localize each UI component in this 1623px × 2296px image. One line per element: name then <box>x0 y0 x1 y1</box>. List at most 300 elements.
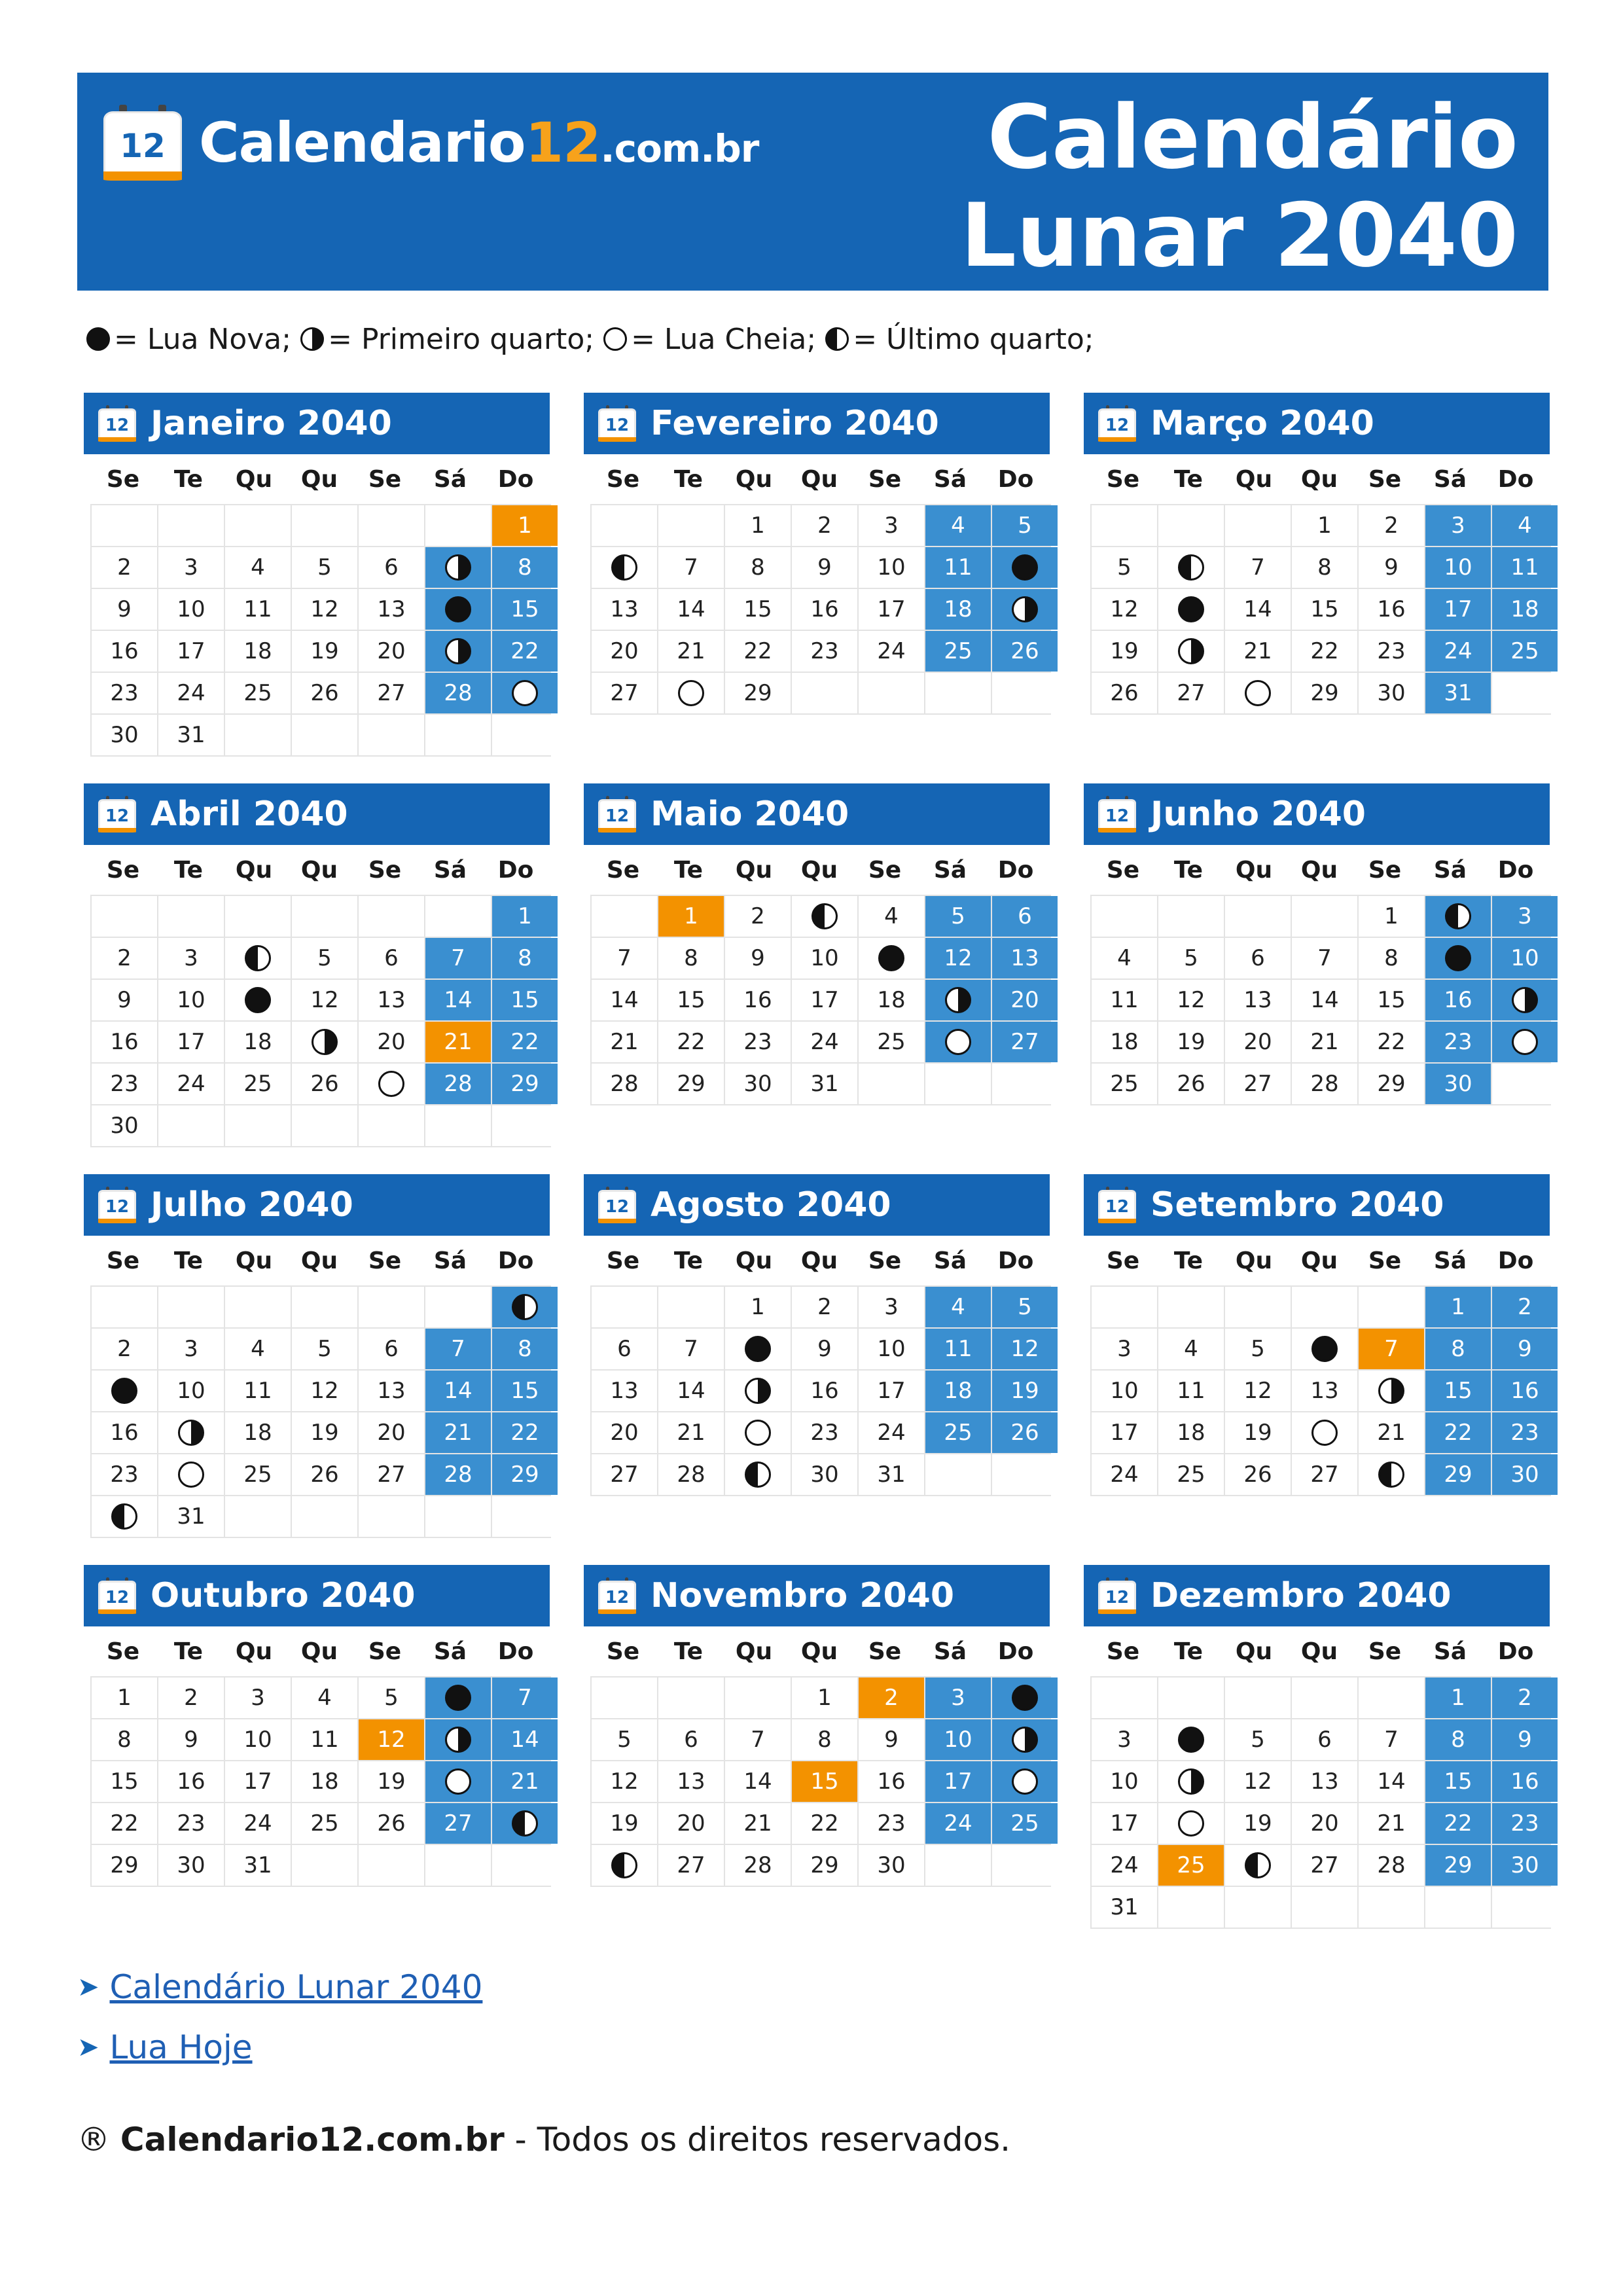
day-cell[interactable]: 14 <box>425 980 491 1020</box>
day-cell[interactable]: 27 <box>658 1845 724 1886</box>
day-cell[interactable]: 2 <box>92 938 157 978</box>
day-cell[interactable]: 22 <box>792 1803 857 1844</box>
day-cell[interactable]: 1 <box>492 896 558 937</box>
day-cell[interactable]: 10 <box>1425 547 1491 588</box>
day-cell[interactable] <box>725 1371 791 1411</box>
day-cell[interactable]: 10 <box>1092 1761 1157 1802</box>
day-cell[interactable]: 3 <box>158 938 224 978</box>
day-cell[interactable]: 7 <box>658 547 724 588</box>
day-cell[interactable]: 2 <box>725 896 791 937</box>
day-cell[interactable] <box>1158 1719 1224 1760</box>
day-cell[interactable]: 21 <box>592 1022 657 1062</box>
day-cell[interactable]: 26 <box>292 1064 357 1104</box>
day-cell[interactable] <box>1359 1454 1424 1495</box>
day-cell[interactable]: 23 <box>792 1412 857 1453</box>
day-cell[interactable]: 18 <box>225 631 291 672</box>
day-cell[interactable]: 10 <box>158 1371 224 1411</box>
day-cell[interactable]: 8 <box>492 938 558 978</box>
day-cell[interactable]: 19 <box>292 1412 357 1453</box>
day-cell[interactable]: 8 <box>92 1719 157 1760</box>
day-cell[interactable]: 5 <box>1225 1329 1291 1369</box>
day-cell[interactable]: 13 <box>658 1761 724 1802</box>
day-cell[interactable]: 4 <box>292 1677 357 1718</box>
day-cell[interactable]: 9 <box>792 547 857 588</box>
day-cell[interactable]: 1 <box>1359 896 1424 937</box>
day-cell[interactable]: 24 <box>859 1412 924 1453</box>
day-cell[interactable] <box>425 631 491 672</box>
day-cell[interactable]: 10 <box>1492 938 1558 978</box>
day-cell[interactable] <box>1158 631 1224 672</box>
day-cell[interactable]: 1 <box>1425 1677 1491 1718</box>
day-cell[interactable]: 16 <box>92 631 157 672</box>
day-cell[interactable]: 27 <box>425 1803 491 1844</box>
day-cell[interactable] <box>1425 896 1491 937</box>
day-cell[interactable]: 29 <box>1425 1454 1491 1495</box>
day-cell[interactable]: 16 <box>158 1761 224 1802</box>
day-cell[interactable]: 24 <box>925 1803 991 1844</box>
day-cell[interactable]: 31 <box>225 1845 291 1886</box>
day-cell[interactable]: 21 <box>1292 1022 1357 1062</box>
day-cell[interactable]: 12 <box>292 589 357 630</box>
day-cell[interactable]: 7 <box>592 938 657 978</box>
day-cell[interactable]: 21 <box>425 1412 491 1453</box>
day-cell[interactable]: 7 <box>1359 1329 1424 1369</box>
day-cell[interactable]: 27 <box>592 1454 657 1495</box>
day-cell[interactable]: 26 <box>992 631 1058 672</box>
day-cell[interactable]: 9 <box>92 589 157 630</box>
day-cell[interactable]: 7 <box>1359 1719 1424 1760</box>
day-cell[interactable]: 17 <box>792 980 857 1020</box>
day-cell[interactable] <box>225 980 291 1020</box>
day-cell[interactable]: 23 <box>859 1803 924 1844</box>
day-cell[interactable]: 14 <box>425 1371 491 1411</box>
day-cell[interactable]: 13 <box>592 589 657 630</box>
day-cell[interactable]: 16 <box>92 1412 157 1453</box>
day-cell[interactable] <box>158 1412 224 1453</box>
day-cell[interactable]: 8 <box>1425 1329 1491 1369</box>
day-cell[interactable]: 4 <box>1092 938 1157 978</box>
day-cell[interactable]: 23 <box>1359 631 1424 672</box>
day-cell[interactable]: 15 <box>492 1371 558 1411</box>
day-cell[interactable]: 10 <box>1092 1371 1157 1411</box>
day-cell[interactable]: 14 <box>592 980 657 1020</box>
day-cell[interactable]: 24 <box>1092 1845 1157 1886</box>
day-cell[interactable]: 14 <box>1225 589 1291 630</box>
day-cell[interactable]: 18 <box>859 980 924 1020</box>
day-cell[interactable]: 26 <box>992 1412 1058 1453</box>
day-cell[interactable] <box>92 1496 157 1537</box>
day-cell[interactable]: 16 <box>1425 980 1491 1020</box>
day-cell[interactable]: 28 <box>1292 1064 1357 1104</box>
day-cell[interactable]: 17 <box>158 1022 224 1062</box>
day-cell[interactable]: 12 <box>1225 1761 1291 1802</box>
day-cell[interactable]: 3 <box>859 505 924 546</box>
day-cell[interactable]: 15 <box>725 589 791 630</box>
day-cell[interactable]: 28 <box>1359 1845 1424 1886</box>
day-cell[interactable]: 25 <box>225 1064 291 1104</box>
day-cell[interactable] <box>592 1845 657 1886</box>
day-cell[interactable]: 31 <box>1425 673 1491 713</box>
day-cell[interactable]: 24 <box>158 673 224 713</box>
day-cell[interactable] <box>1292 1329 1357 1369</box>
day-cell[interactable]: 15 <box>1359 980 1424 1020</box>
day-cell[interactable]: 23 <box>92 1454 157 1495</box>
day-cell[interactable]: 19 <box>1225 1803 1291 1844</box>
day-cell[interactable] <box>725 1454 791 1495</box>
day-cell[interactable]: 20 <box>658 1803 724 1844</box>
day-cell[interactable]: 4 <box>225 1329 291 1369</box>
day-cell[interactable]: 9 <box>859 1719 924 1760</box>
day-cell[interactable] <box>1158 589 1224 630</box>
day-cell[interactable]: 28 <box>592 1064 657 1104</box>
day-cell[interactable]: 29 <box>1292 673 1357 713</box>
day-cell[interactable]: 29 <box>492 1064 558 1104</box>
day-cell[interactable] <box>425 547 491 588</box>
day-cell[interactable]: 13 <box>992 938 1058 978</box>
day-cell[interactable]: 20 <box>359 1412 424 1453</box>
day-cell[interactable]: 19 <box>1158 1022 1224 1062</box>
day-cell[interactable] <box>925 980 991 1020</box>
day-cell[interactable]: 11 <box>925 547 991 588</box>
day-cell[interactable]: 24 <box>158 1064 224 1104</box>
day-cell[interactable]: 29 <box>658 1064 724 1104</box>
day-cell[interactable] <box>1492 1022 1558 1062</box>
day-cell[interactable]: 3 <box>225 1677 291 1718</box>
day-cell[interactable]: 22 <box>492 631 558 672</box>
day-cell[interactable]: 22 <box>725 631 791 672</box>
day-cell[interactable]: 1 <box>725 505 791 546</box>
day-cell[interactable]: 16 <box>725 980 791 1020</box>
day-cell[interactable]: 27 <box>1292 1845 1357 1886</box>
day-cell[interactable]: 30 <box>158 1845 224 1886</box>
day-cell[interactable]: 20 <box>359 1022 424 1062</box>
day-cell[interactable]: 11 <box>1492 547 1558 588</box>
day-cell[interactable]: 24 <box>792 1022 857 1062</box>
day-cell[interactable]: 6 <box>592 1329 657 1369</box>
day-cell[interactable]: 27 <box>1225 1064 1291 1104</box>
day-cell[interactable]: 17 <box>859 1371 924 1411</box>
day-cell[interactable] <box>1158 1761 1224 1802</box>
site-logo[interactable] <box>103 107 758 179</box>
day-cell[interactable] <box>658 673 724 713</box>
day-cell[interactable]: 10 <box>158 589 224 630</box>
day-cell[interactable]: 1 <box>792 1677 857 1718</box>
day-cell[interactable]: 2 <box>792 505 857 546</box>
day-cell[interactable]: 18 <box>225 1412 291 1453</box>
day-cell[interactable]: 16 <box>1492 1371 1558 1411</box>
day-cell[interactable]: 1 <box>658 896 724 937</box>
day-cell[interactable]: 12 <box>1158 980 1224 1020</box>
day-cell[interactable]: 19 <box>292 631 357 672</box>
day-cell[interactable]: 25 <box>1158 1845 1224 1886</box>
day-cell[interactable]: 12 <box>292 1371 357 1411</box>
day-cell[interactable] <box>492 673 558 713</box>
day-cell[interactable]: 31 <box>1092 1887 1157 1928</box>
day-cell[interactable]: 15 <box>792 1761 857 1802</box>
day-cell[interactable]: 22 <box>492 1412 558 1453</box>
day-cell[interactable]: 21 <box>725 1803 791 1844</box>
day-cell[interactable]: 11 <box>1158 1371 1224 1411</box>
day-cell[interactable]: 30 <box>859 1845 924 1886</box>
day-cell[interactable]: 1 <box>725 1287 791 1327</box>
day-cell[interactable] <box>992 1761 1058 1802</box>
day-cell[interactable]: 21 <box>1359 1412 1424 1453</box>
day-cell[interactable] <box>725 1329 791 1369</box>
day-cell[interactable]: 2 <box>792 1287 857 1327</box>
day-cell[interactable]: 22 <box>1425 1412 1491 1453</box>
day-cell[interactable]: 5 <box>292 938 357 978</box>
day-cell[interactable]: 13 <box>592 1371 657 1411</box>
day-cell[interactable]: 22 <box>1292 631 1357 672</box>
day-cell[interactable]: 25 <box>292 1803 357 1844</box>
day-cell[interactable]: 10 <box>158 980 224 1020</box>
day-cell[interactable]: 12 <box>292 980 357 1020</box>
day-cell[interactable] <box>592 547 657 588</box>
day-cell[interactable]: 12 <box>925 938 991 978</box>
day-cell[interactable]: 23 <box>792 631 857 672</box>
day-cell[interactable]: 4 <box>859 896 924 937</box>
day-cell[interactable]: 8 <box>492 547 558 588</box>
day-cell[interactable]: 20 <box>1225 1022 1291 1062</box>
day-cell[interactable] <box>425 1761 491 1802</box>
day-cell[interactable]: 2 <box>1492 1677 1558 1718</box>
day-cell[interactable]: 24 <box>1425 631 1491 672</box>
day-cell[interactable] <box>992 1719 1058 1760</box>
day-cell[interactable]: 23 <box>725 1022 791 1062</box>
day-cell[interactable]: 18 <box>925 589 991 630</box>
day-cell[interactable]: 23 <box>1425 1022 1491 1062</box>
day-cell[interactable]: 25 <box>925 631 991 672</box>
day-cell[interactable]: 18 <box>225 1022 291 1062</box>
day-cell[interactable]: 23 <box>92 673 157 713</box>
day-cell[interactable]: 12 <box>1092 589 1157 630</box>
day-cell[interactable]: 30 <box>1492 1454 1558 1495</box>
day-cell[interactable]: 24 <box>1092 1454 1157 1495</box>
day-cell[interactable]: 30 <box>92 715 157 755</box>
day-cell[interactable]: 25 <box>1092 1064 1157 1104</box>
day-cell[interactable]: 17 <box>1092 1412 1157 1453</box>
day-cell[interactable] <box>425 1677 491 1718</box>
day-cell[interactable] <box>1158 1803 1224 1844</box>
day-cell[interactable]: 13 <box>359 589 424 630</box>
day-cell[interactable]: 25 <box>1492 631 1558 672</box>
day-cell[interactable]: 2 <box>1492 1287 1558 1327</box>
day-cell[interactable]: 8 <box>492 1329 558 1369</box>
link-moon-today[interactable]: Lua Hoje <box>109 2028 253 2066</box>
day-cell[interactable]: 17 <box>225 1761 291 1802</box>
day-cell[interactable]: 12 <box>1225 1371 1291 1411</box>
day-cell[interactable]: 15 <box>1425 1371 1491 1411</box>
day-cell[interactable]: 19 <box>359 1761 424 1802</box>
day-cell[interactable]: 30 <box>792 1454 857 1495</box>
day-cell[interactable]: 8 <box>792 1719 857 1760</box>
day-cell[interactable]: 30 <box>1425 1064 1491 1104</box>
day-cell[interactable] <box>92 1371 157 1411</box>
day-cell[interactable]: 20 <box>592 631 657 672</box>
day-cell[interactable]: 6 <box>359 938 424 978</box>
day-cell[interactable]: 29 <box>1425 1845 1491 1886</box>
day-cell[interactable]: 8 <box>1292 547 1357 588</box>
day-cell[interactable]: 21 <box>658 631 724 672</box>
day-cell[interactable]: 6 <box>1225 938 1291 978</box>
day-cell[interactable]: 26 <box>1225 1454 1291 1495</box>
day-cell[interactable]: 6 <box>992 896 1058 937</box>
day-cell[interactable]: 25 <box>1158 1454 1224 1495</box>
day-cell[interactable]: 18 <box>1492 589 1558 630</box>
day-cell[interactable] <box>725 1412 791 1453</box>
day-cell[interactable]: 14 <box>1359 1761 1424 1802</box>
day-cell[interactable]: 31 <box>158 715 224 755</box>
day-cell[interactable] <box>292 1022 357 1062</box>
day-cell[interactable] <box>158 1454 224 1495</box>
day-cell[interactable]: 12 <box>359 1719 424 1760</box>
day-cell[interactable]: 7 <box>425 1329 491 1369</box>
day-cell[interactable]: 11 <box>225 1371 291 1411</box>
day-cell[interactable]: 19 <box>592 1803 657 1844</box>
day-cell[interactable]: 1 <box>492 505 558 546</box>
day-cell[interactable]: 17 <box>158 631 224 672</box>
day-cell[interactable]: 15 <box>492 589 558 630</box>
day-cell[interactable]: 30 <box>725 1064 791 1104</box>
day-cell[interactable] <box>1158 547 1224 588</box>
day-cell[interactable]: 1 <box>1292 505 1357 546</box>
day-cell[interactable]: 9 <box>725 938 791 978</box>
day-cell[interactable]: 5 <box>925 896 991 937</box>
day-cell[interactable]: 3 <box>1425 505 1491 546</box>
day-cell[interactable]: 26 <box>292 1454 357 1495</box>
day-cell[interactable]: 9 <box>92 980 157 1020</box>
day-cell[interactable]: 31 <box>158 1496 224 1537</box>
day-cell[interactable]: 15 <box>1425 1761 1491 1802</box>
day-cell[interactable]: 13 <box>1292 1761 1357 1802</box>
day-cell[interactable]: 4 <box>225 547 291 588</box>
day-cell[interactable]: 18 <box>925 1371 991 1411</box>
day-cell[interactable] <box>925 1022 991 1062</box>
day-cell[interactable]: 20 <box>992 980 1058 1020</box>
day-cell[interactable]: 23 <box>1492 1803 1558 1844</box>
day-cell[interactable]: 25 <box>925 1412 991 1453</box>
day-cell[interactable] <box>1492 980 1558 1020</box>
day-cell[interactable] <box>859 938 924 978</box>
day-cell[interactable]: 22 <box>1359 1022 1424 1062</box>
day-cell[interactable]: 10 <box>859 1329 924 1369</box>
day-cell[interactable]: 10 <box>792 938 857 978</box>
day-cell[interactable]: 29 <box>725 673 791 713</box>
day-cell[interactable] <box>1225 1845 1291 1886</box>
day-cell[interactable]: 14 <box>1292 980 1357 1020</box>
day-cell[interactable]: 25 <box>859 1022 924 1062</box>
day-cell[interactable]: 18 <box>292 1761 357 1802</box>
day-cell[interactable]: 27 <box>1158 673 1224 713</box>
day-cell[interactable]: 5 <box>292 547 357 588</box>
day-cell[interactable]: 2 <box>92 1329 157 1369</box>
day-cell[interactable]: 22 <box>1425 1803 1491 1844</box>
day-cell[interactable]: 24 <box>859 631 924 672</box>
day-cell[interactable]: 3 <box>1092 1329 1157 1369</box>
day-cell[interactable]: 13 <box>359 980 424 1020</box>
day-cell[interactable]: 25 <box>992 1803 1058 1844</box>
day-cell[interactable]: 5 <box>1158 938 1224 978</box>
day-cell[interactable]: 1 <box>1425 1287 1491 1327</box>
day-cell[interactable]: 28 <box>425 1454 491 1495</box>
day-cell[interactable]: 26 <box>1158 1064 1224 1104</box>
day-cell[interactable]: 21 <box>1359 1803 1424 1844</box>
day-cell[interactable]: 3 <box>859 1287 924 1327</box>
day-cell[interactable]: 5 <box>292 1329 357 1369</box>
day-cell[interactable]: 13 <box>1225 980 1291 1020</box>
day-cell[interactable]: 9 <box>792 1329 857 1369</box>
day-cell[interactable]: 15 <box>492 980 558 1020</box>
day-cell[interactable]: 3 <box>158 1329 224 1369</box>
day-cell[interactable]: 27 <box>359 673 424 713</box>
day-cell[interactable]: 2 <box>859 1677 924 1718</box>
day-cell[interactable]: 27 <box>1292 1454 1357 1495</box>
day-cell[interactable]: 2 <box>1359 505 1424 546</box>
day-cell[interactable]: 9 <box>1492 1719 1558 1760</box>
day-cell[interactable]: 30 <box>1359 673 1424 713</box>
day-cell[interactable]: 5 <box>359 1677 424 1718</box>
day-cell[interactable]: 26 <box>359 1803 424 1844</box>
day-cell[interactable]: 15 <box>92 1761 157 1802</box>
day-cell[interactable]: 7 <box>1225 547 1291 588</box>
day-cell[interactable]: 2 <box>92 547 157 588</box>
day-cell[interactable]: 3 <box>925 1677 991 1718</box>
day-cell[interactable]: 30 <box>92 1105 157 1146</box>
day-cell[interactable] <box>1292 1412 1357 1453</box>
day-cell[interactable]: 22 <box>92 1803 157 1844</box>
day-cell[interactable]: 21 <box>492 1761 558 1802</box>
day-cell[interactable]: 22 <box>492 1022 558 1062</box>
day-cell[interactable]: 21 <box>425 1022 491 1062</box>
day-cell[interactable]: 29 <box>1359 1064 1424 1104</box>
day-cell[interactable]: 9 <box>158 1719 224 1760</box>
day-cell[interactable] <box>425 589 491 630</box>
day-cell[interactable]: 7 <box>658 1329 724 1369</box>
day-cell[interactable]: 7 <box>425 938 491 978</box>
day-cell[interactable]: 6 <box>359 1329 424 1369</box>
day-cell[interactable]: 23 <box>1492 1412 1558 1453</box>
day-cell[interactable]: 28 <box>658 1454 724 1495</box>
day-cell[interactable]: 3 <box>158 547 224 588</box>
day-cell[interactable]: 16 <box>1492 1761 1558 1802</box>
day-cell[interactable]: 8 <box>1359 938 1424 978</box>
day-cell[interactable] <box>792 896 857 937</box>
day-cell[interactable]: 18 <box>1092 1022 1157 1062</box>
day-cell[interactable]: 31 <box>792 1064 857 1104</box>
day-cell[interactable]: 4 <box>925 505 991 546</box>
day-cell[interactable]: 9 <box>1492 1329 1558 1369</box>
day-cell[interactable]: 17 <box>859 589 924 630</box>
day-cell[interactable]: 25 <box>225 673 291 713</box>
day-cell[interactable]: 15 <box>658 980 724 1020</box>
day-cell[interactable]: 13 <box>1292 1371 1357 1411</box>
day-cell[interactable]: 16 <box>792 589 857 630</box>
day-cell[interactable]: 4 <box>925 1287 991 1327</box>
day-cell[interactable]: 9 <box>1359 547 1424 588</box>
day-cell[interactable]: 3 <box>1492 896 1558 937</box>
day-cell[interactable]: 11 <box>925 1329 991 1369</box>
day-cell[interactable]: 5 <box>1225 1719 1291 1760</box>
day-cell[interactable]: 6 <box>658 1719 724 1760</box>
day-cell[interactable]: 5 <box>992 505 1058 546</box>
day-cell[interactable] <box>492 1803 558 1844</box>
day-cell[interactable]: 15 <box>1292 589 1357 630</box>
day-cell[interactable]: 4 <box>1492 505 1558 546</box>
day-cell[interactable]: 19 <box>992 1371 1058 1411</box>
day-cell[interactable]: 8 <box>1425 1719 1491 1760</box>
day-cell[interactable]: 5 <box>592 1719 657 1760</box>
day-cell[interactable]: 6 <box>359 547 424 588</box>
